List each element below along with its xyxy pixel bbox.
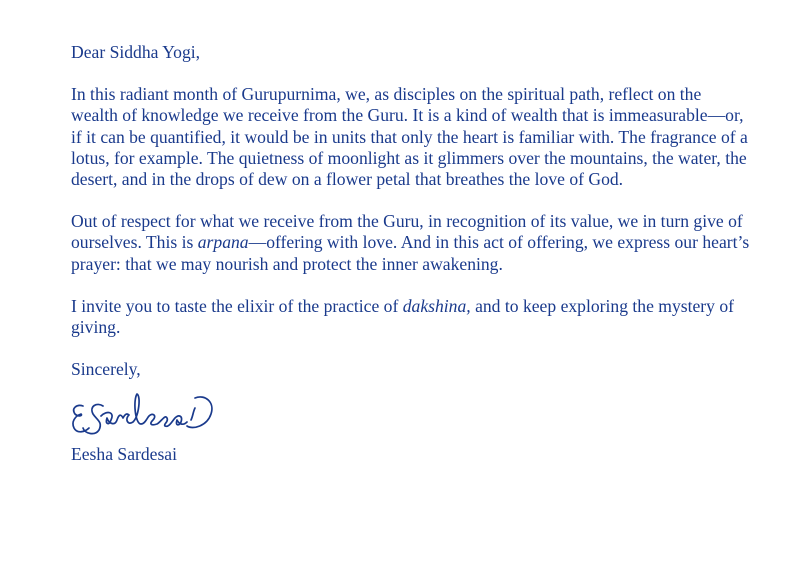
dakshina-term: dakshina, [402, 295, 471, 316]
paragraph-arpana-text-after: —offering with love. And in this act of offering, we express our heart’s prayer: that we may nourish and protect the inner awakening. [71, 232, 750, 274]
paragraph-dakshina-text-after: and to keep exploring the mystery of giving. [71, 295, 735, 338]
signer-name: Eesha Sardesai [71, 444, 178, 465]
paragraph-dakshina [71, 296, 751, 338]
salutation: Dear Siddha Yogi, [71, 42, 201, 62]
paragraph-arpana-text-before: Out of respect for what we receive from the Guru, in recognition of its value, we in turn give of ourselves. This is [71, 211, 743, 253]
handwritten-signature [69, 384, 219, 442]
paragraph-arpana [71, 211, 751, 275]
paragraph-dakshina-text-before: I invite you to taste the elixir of the practice of [71, 295, 403, 316]
paragraph-gurupurnima: In this radiant month of Gurupurnima, we, as disciples on the spiritual path, reflect on the wealth of knowledge we receive from the Guru. It is a kind of wealth that is immeasurable—or, if it can be quantified, it would be in units that only the heart is familiar with. The fragrance of a lotus, for example. The quietness of moonlight as it glimmers over the mountains, the water, the desert, and in the drops of dew on a flower petal that breathes the love of God. [71, 84, 748, 190]
letter-body [71, 42, 751, 466]
closing: Sincerely, [71, 359, 141, 380]
arpana-term: arpana [197, 232, 249, 253]
